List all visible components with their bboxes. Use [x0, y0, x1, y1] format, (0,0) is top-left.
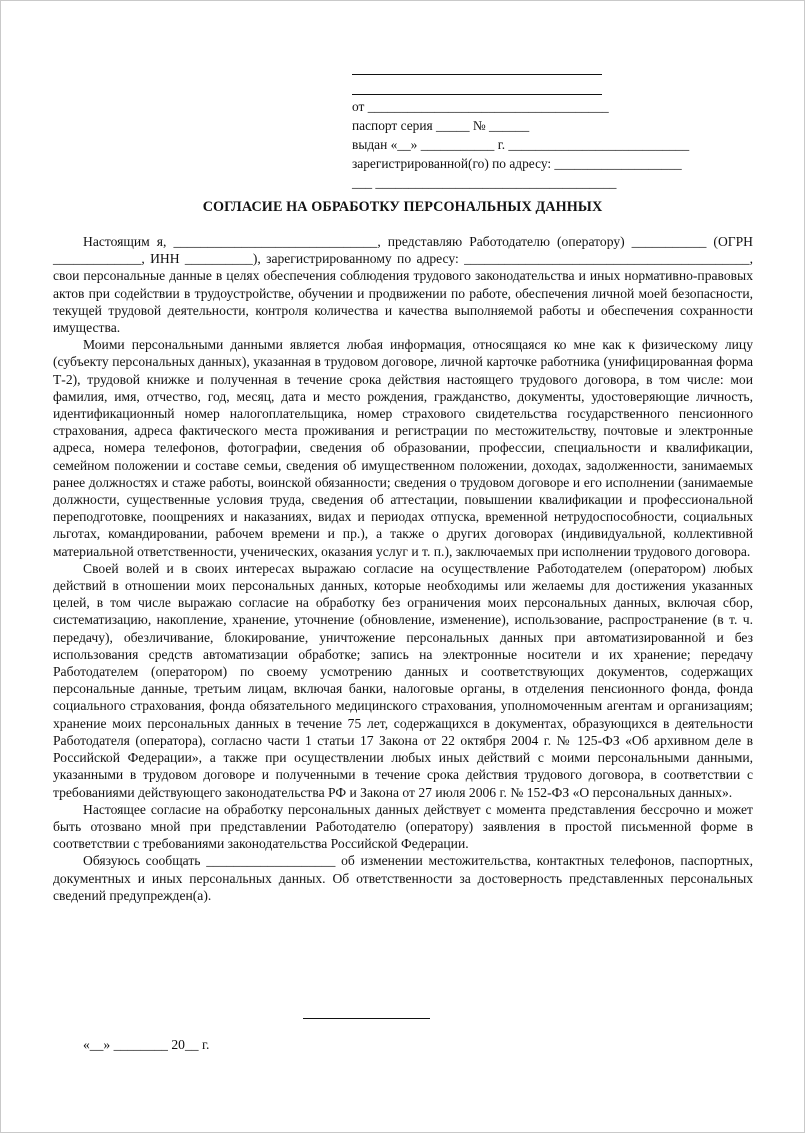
- paragraph-consent-intro: Настоящим я, ______________________________, представляю Работодателю (оператору) ___________ (ОГРН _____________, ИНН __________), зарегистрированному по адресу: __________________________________________, свои персональные данные в целях обеспечения соблюдения трудового законодательства и иных нормативно-правовых актов при содействии в трудоустройстве, обучении и продвижении по работе, обеспечения личной моей безопасности, текущей трудовой деятельности, контроля количества и качества выполняемой работы и обеспечения сохранности имущества.: [53, 234, 753, 336]
- paragraph-obligation: Обязуюсь сообщать ___________________ об изменении местожительства, контактных телефонов, паспортных, документных и иных персональных данных. Об ответственности за достоверность представленных персональных сведений предупрежден(а).: [53, 853, 753, 903]
- paragraph-processing-consent: Своей волей и в своих интересах выражаю согласие на осуществление Работодателем (оператором) любых действий в отношении моих персональных данных, которые необходимы или желаемы для достижения указанных целей, в том числе выражаю согласие на обработку без ограничения моих персональных данных, включая сбор, систематизацию, накопление, хранение, уточнение (обновление, изменение), использование, распространение (в т. ч. передачу), обезличивание, блокирование, уничтожение персональных данных при автоматизированной и без использования средств автоматизации обработке; запись на электронные носители и их хранение; передачу Работодателем (оператором) по своему усмотрению данных и соответствующих документов, содержащих персональные данные, третьим лицам, включая банки, налоговые органы, в отделения пенсионного фонда, фонда социального страхования, фонда обязательного медицинского страхования, уполномоченным агентам и организациям; хранение моих персональных данных в течение 75 лет, содержащихся в документах, образующихся в деятельности Работодателя (оператора), согласно части 1 статьи 17 Закона от 22 октября 2004 г. № 125-ФЗ «Об архивном деле в Российской Федерации», а также при осуществлении любых иных действий с моими персональными данными, указанными в трудовом договоре и полученными в течение срока действия трудового договора, в соответствии с требованиями действующего законодательства РФ и Закона от 27 июля 2006 г. № 152-ФЗ «О персональных данных».: [53, 560, 753, 800]
- date-line[interactable]: «__» ________ 20__ г.: [83, 1037, 210, 1052]
- address-line[interactable]: ___ ____________________________________: [352, 175, 617, 190]
- document-body: [53, 233, 753, 904]
- paragraph-personal-data-definition: Моими персональными данными является любая информация, относящаяся ко мне как к физическому лицу (субъекту персональных данных), указанная в трудовом договоре, личной карточке работника (унифицированная форма Т-2), трудовой книжке и полученная в течение срока действия настоящего трудового договора, в том числе: мои фамилия, имя, отчество, год, месяц, дата и место рождения, гражданство, документы, удостоверяющие личность, идентификационный номер налогоплательщика, номер страхового свидетельства государственного пенсионного страхования, адреса фактического места проживания и регистрации по местожительству, почтовые и электронные адреса, номера телефонов, фотографии, сведения об образовании, профессии, специальности и квалификации, семейном положении и составе семьи, сведения об имущественном положении, доходах, задолженности, занимаемых ранее должностях и стаже работы, воинской обязанности; сведения о трудовом договоре и его исполнении (занимаемые должности, существенные условия труда, сведения об аттестации, повышении квалификации и профессиональной переподготовке, поощрениях и наказаниях, видах и периодах отпуска, временной нетрудоспособности, социальных льготах, командировании, рабочем времени и пр.), а также о других договорах (индивидуальной, коллективной материальной ответственности, ученических, оказания услуг и т. п.), заключаемых при исполнении трудового договора.: [53, 337, 753, 559]
- from-line[interactable]: от ____________________________________: [352, 99, 609, 114]
- registered-line[interactable]: зарегистрированной(го) по адресу: ___________________: [352, 156, 682, 171]
- issued-line[interactable]: выдан «__» ___________ г. ___________________________: [352, 137, 690, 152]
- signature-line[interactable]: [303, 1017, 430, 1019]
- addressee-block: [352, 57, 752, 192]
- blank-line-1[interactable]: [352, 57, 602, 75]
- document-title: СОГЛАСИЕ НА ОБРАБОТКУ ПЕРСОНАЛЬНЫХ ДАННЫХ: [202, 199, 603, 215]
- blank-line-2[interactable]: [352, 77, 602, 95]
- passport-line[interactable]: паспорт серия _____ № ______: [352, 118, 530, 133]
- paragraph-validity: Настоящее согласие на обработку персональных данных действует с момента представления бессрочно и может быть отозвано мной при представлении Работодателю (оператору) заявления в простой письменной форме в соответствии с требованиями законодательства Российской Федерации.: [53, 801, 753, 852]
